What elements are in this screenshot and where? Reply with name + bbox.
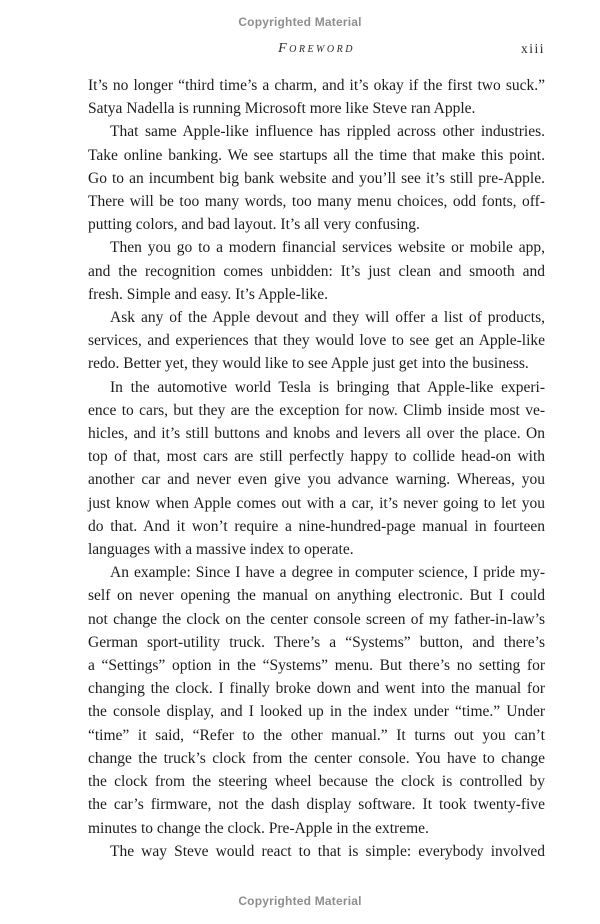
text-line: ence to cars, but they are the exception for now. Climb inside most ve- bbox=[88, 401, 545, 419]
text-line: minutes to change the clock. Pre-Apple in the extreme. bbox=[88, 819, 429, 837]
text-line: fresh. Simple and easy. It’s Apple-like. bbox=[88, 285, 329, 303]
text-line: the console display, and I looked up in the index under “time.” Under bbox=[88, 703, 545, 721]
text-line: That same Apple-like influence has rippled across other industries. bbox=[110, 123, 545, 141]
text-line: “time” it said, “Refer to the other manual.” It turns out you can’t bbox=[88, 726, 545, 744]
text-line: top of that, most cars are still perfectly happy to collide head-on with bbox=[88, 448, 545, 466]
running-header bbox=[88, 41, 545, 59]
paragraph bbox=[88, 561, 545, 839]
text-line: There will be too many words, too many menu choices, odd fonts, off- bbox=[88, 193, 545, 211]
text-line: hicles, and it’s still buttons and knobs and levers all over the place. On bbox=[88, 425, 545, 443]
body-text bbox=[88, 74, 545, 863]
paragraph bbox=[88, 840, 545, 863]
watermark-top: Copyrighted Material bbox=[238, 15, 362, 29]
paragraph bbox=[88, 120, 545, 236]
paragraph bbox=[88, 376, 545, 562]
paragraph bbox=[88, 74, 545, 120]
text-line: and the recognition comes unbidden: It’s just clean and smooth and bbox=[88, 262, 545, 280]
text-line: The way Steve would react to that is simple: everybody involved bbox=[110, 842, 545, 860]
paragraph bbox=[88, 236, 545, 306]
text-line: the clock from the steering wheel because the clock is controlled by bbox=[88, 773, 545, 791]
page-title: Foreword bbox=[278, 41, 355, 56]
text-line: German sport-utility truck. There’s a “Systems” button, and there’s bbox=[88, 633, 545, 651]
text-line: a “Settings” option in the “Systems” menu. But there’s no setting for bbox=[88, 657, 545, 675]
text-line: do that. And it won’t require a nine-hundred-page manual in fourteen bbox=[88, 517, 545, 535]
text-line: redo. Better yet, they would like to see Apple just get into the business. bbox=[88, 355, 529, 373]
text-line: Then you go to a modern financial services website or mobile app, bbox=[110, 239, 545, 257]
text-line: Ask any of the Apple devout and they will offer a list of products, bbox=[110, 309, 545, 327]
text-line: Go to an incumbent big bank website and you’ll see it’s still pre-Apple. bbox=[88, 169, 545, 187]
text-line: Satya Nadella is running Microsoft more like Steve ran Apple. bbox=[88, 100, 476, 118]
text-line: An example: Since I have a degree in computer science, I pride my- bbox=[110, 564, 545, 582]
text-line: not change the clock on the center console screen of my father-in-law’s bbox=[88, 610, 545, 628]
page-number: xiii bbox=[520, 41, 545, 56]
text-line: self on never opening the manual on anything electronic. But I could bbox=[88, 587, 545, 605]
text-line: In the automotive world Tesla is bringing that Apple-like experi- bbox=[110, 378, 545, 396]
text-line: another car and never even give you advance warning. Whereas, you bbox=[88, 471, 545, 489]
text-line: It’s no longer “third time’s a charm, and it’s okay if the first two suck.” bbox=[88, 77, 545, 94]
paragraph bbox=[88, 306, 545, 376]
text-line: just know when Apple comes out with a car, it’s never going to let you bbox=[88, 494, 545, 512]
text-line: Take online banking. We see startups all the time that make this point. bbox=[88, 146, 545, 164]
text-line: change the truck’s clock from the center console. You have to change bbox=[88, 749, 545, 767]
watermark-bottom: Copyrighted Material bbox=[238, 894, 362, 908]
text-line: languages with a massive index to operate. bbox=[88, 541, 354, 559]
text-line: putting colors, and bad layout. It’s all very confusing. bbox=[88, 216, 420, 234]
text-line: services, and experiences that they would love to see get an Apple-like bbox=[88, 332, 545, 350]
text-line: changing the clock. I finally broke down and went into the manual for bbox=[88, 680, 545, 698]
text-line: the car’s firmware, not the dash display software. It took twenty-five bbox=[88, 796, 545, 814]
